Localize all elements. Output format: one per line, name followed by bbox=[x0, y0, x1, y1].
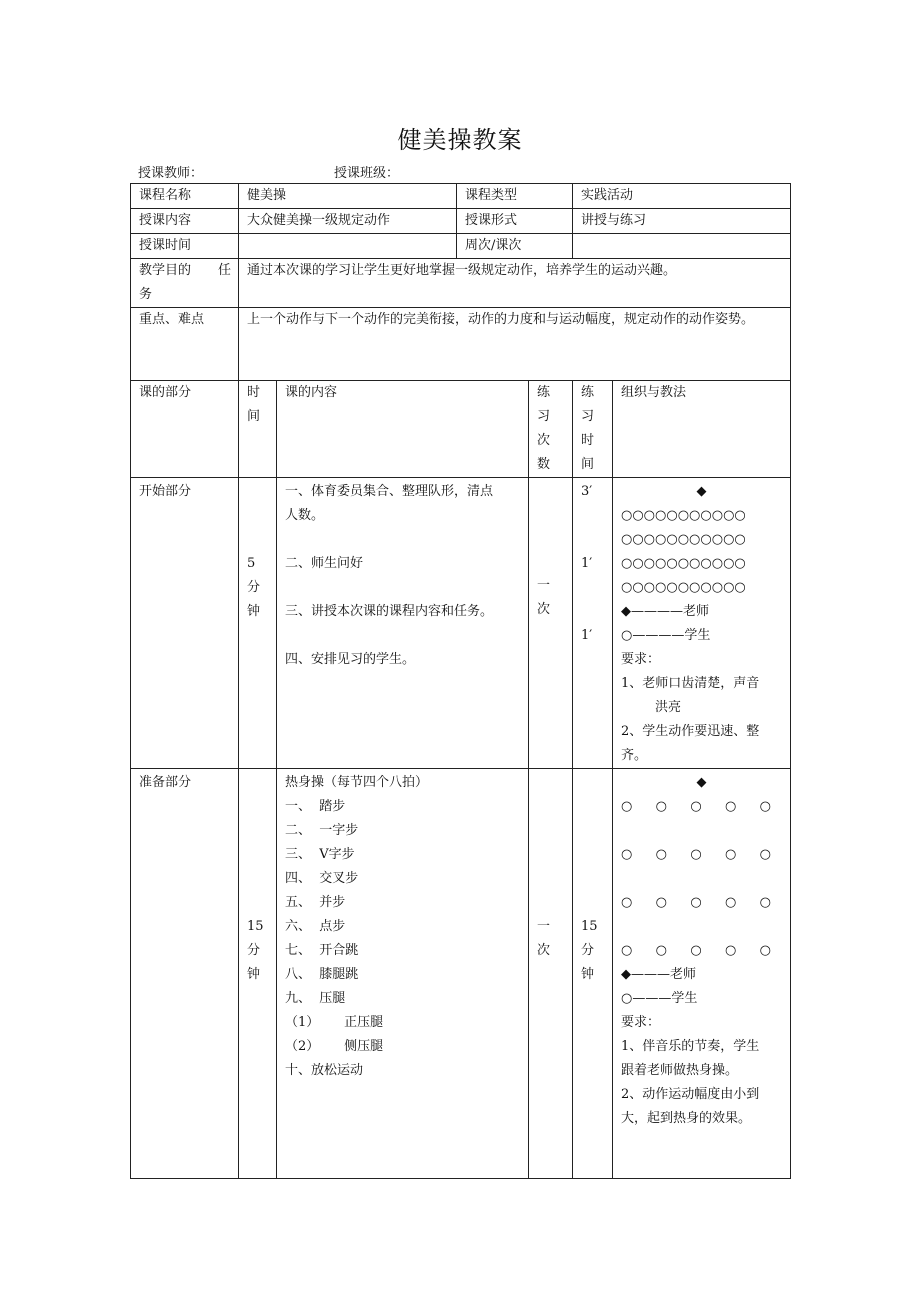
week-value bbox=[573, 234, 791, 259]
goal-label-b: 任 bbox=[217, 263, 231, 278]
course-name: 健美操 bbox=[239, 184, 457, 209]
prep-req-1b: 跟着老师做热身操。 bbox=[621, 1063, 739, 1078]
prep-content bbox=[277, 769, 529, 1179]
prep-req-2b: 大，起到热身的效果。 bbox=[621, 1111, 752, 1126]
key-value: 上一个动作与下一个动作的完美衔接，动作的力度和与运动幅度，规定动作的动作姿势。 bbox=[239, 308, 791, 381]
prep-item-1: 一、 踏步 bbox=[285, 799, 346, 814]
prep-part: 准备部分 bbox=[131, 769, 239, 1179]
student-row-4: ○○○○○○○○○○○ bbox=[621, 580, 746, 595]
req-1b: 洪亮 bbox=[655, 700, 682, 715]
req-2b: 齐。 bbox=[621, 748, 648, 763]
start-item-2: 二、师生问好 bbox=[285, 556, 364, 571]
prep-item-3: 三、 V字步 bbox=[285, 847, 355, 862]
lesson-table bbox=[130, 380, 791, 1179]
req-label: 要求： bbox=[621, 652, 661, 667]
prep-sub-1: （1） 正压腿 bbox=[285, 1015, 384, 1030]
start-content bbox=[277, 478, 529, 769]
prep-teacher-diamond-icon: ◆ bbox=[696, 775, 707, 790]
prep-item-6: 六、 点步 bbox=[285, 919, 346, 934]
prep-count: 一 次 bbox=[529, 769, 573, 1179]
prep-last: 十、放松运动 bbox=[285, 1063, 364, 1078]
prep-legend-student: ○———学生 bbox=[621, 991, 698, 1006]
student-row-2: ○○○○○○○○○○○ bbox=[621, 532, 746, 547]
prep-student-row-4: ○ ○ ○ ○ ○ bbox=[621, 943, 771, 958]
prep-item-5: 五、 并步 bbox=[285, 895, 346, 910]
time-value bbox=[239, 234, 457, 259]
start-practice-time bbox=[573, 478, 613, 769]
legend-teacher: ◆————老师 bbox=[621, 604, 709, 619]
course-name-label: 课程名称 bbox=[131, 184, 239, 209]
time-label: 授课时间 bbox=[131, 234, 239, 259]
prep-req-2a: 2、动作运动幅度由小到 bbox=[621, 1087, 760, 1102]
start-item-1b: 人数。 bbox=[285, 508, 325, 523]
legend-student: ○————学生 bbox=[621, 628, 711, 643]
start-part: 开始部分 bbox=[131, 478, 239, 769]
form-label: 授课形式 bbox=[457, 209, 573, 234]
start-count: 一 次 bbox=[529, 478, 573, 769]
teacher-label: 授课教师： bbox=[138, 166, 204, 181]
prep-req-label: 要求： bbox=[621, 1015, 661, 1030]
goal-label-a: 教学目的 bbox=[139, 263, 192, 278]
prep-legend-teacher: ◆———老师 bbox=[621, 967, 696, 982]
start-ptime-3: 1′ bbox=[581, 628, 593, 643]
start-item-1: 一、体育委员集合、整理队形，清点 bbox=[285, 484, 494, 499]
header-content: 课的内容 bbox=[277, 381, 529, 478]
start-item-3: 三、讲授本次课的课程内容和任务。 bbox=[285, 604, 494, 619]
goal-label-c: 务 bbox=[139, 287, 153, 302]
prep-item-4: 四、 交叉步 bbox=[285, 871, 359, 886]
teacher-diamond-icon: ◆ bbox=[696, 484, 707, 499]
header-part: 课的部分 bbox=[131, 381, 239, 478]
content-label: 授课内容 bbox=[131, 209, 239, 234]
prep-item-7: 七、 开合跳 bbox=[285, 943, 359, 958]
header-count: 练 习 次 数 bbox=[529, 381, 573, 478]
start-ptime-2: 1′ bbox=[581, 556, 593, 571]
prep-student-row-2: ○ ○ ○ ○ ○ bbox=[621, 847, 771, 862]
prep-heading: 热身操（每节四个八拍） bbox=[285, 775, 429, 790]
student-row-3: ○○○○○○○○○○○ bbox=[621, 556, 746, 571]
page-title: 健美操教案 bbox=[397, 126, 523, 154]
header-method: 组织与教法 bbox=[613, 381, 791, 478]
header-time: 时 间 bbox=[239, 381, 277, 478]
info-table bbox=[130, 183, 791, 381]
student-row-1: ○○○○○○○○○○○ bbox=[621, 508, 746, 523]
content-value: 大众健美操一级规定动作 bbox=[239, 209, 457, 234]
prep-item-8: 八、 膝腿跳 bbox=[285, 967, 359, 982]
header-practice-time: 练 习 时 间 bbox=[573, 381, 613, 478]
form-value: 讲授与练习 bbox=[573, 209, 791, 234]
prep-row bbox=[131, 769, 791, 1179]
prep-practice-time: 15 分 钟 bbox=[573, 769, 613, 1179]
prep-item-2: 二、 一字步 bbox=[285, 823, 359, 838]
week-label: 周次/课次 bbox=[457, 234, 573, 259]
start-row bbox=[131, 478, 791, 769]
class-label: 授课班级： bbox=[334, 166, 400, 181]
prep-req-1a: 1、伴音乐的节奏，学生 bbox=[621, 1039, 760, 1054]
prep-student-row-3: ○ ○ ○ ○ ○ bbox=[621, 895, 771, 910]
prep-student-row-1: ○ ○ ○ ○ ○ bbox=[621, 799, 771, 814]
prep-item-9: 九、 压腿 bbox=[285, 991, 346, 1006]
prep-method bbox=[613, 769, 791, 1179]
start-item-4: 四、安排见习的学生。 bbox=[285, 652, 416, 667]
header-row bbox=[131, 381, 791, 478]
prep-sub-2: （2） 侧压腿 bbox=[285, 1039, 384, 1054]
start-time: 5 分 钟 bbox=[239, 478, 277, 769]
req-1a: 1、老师口齿清楚，声音 bbox=[621, 676, 760, 691]
course-type-label: 课程类型 bbox=[457, 184, 573, 209]
key-label: 重点、难点 bbox=[131, 308, 239, 381]
start-method bbox=[613, 478, 791, 769]
goal-value: 通过本次课的学习让学生更好地掌握一级规定动作，培养学生的运动兴趣。 bbox=[239, 259, 791, 308]
goal-label bbox=[131, 259, 239, 308]
course-type: 实践活动 bbox=[573, 184, 791, 209]
start-ptime-1: 3′ bbox=[581, 484, 593, 499]
req-2a: 2、学生动作要迅速、整 bbox=[621, 724, 760, 739]
prep-time: 15 分 钟 bbox=[239, 769, 277, 1179]
